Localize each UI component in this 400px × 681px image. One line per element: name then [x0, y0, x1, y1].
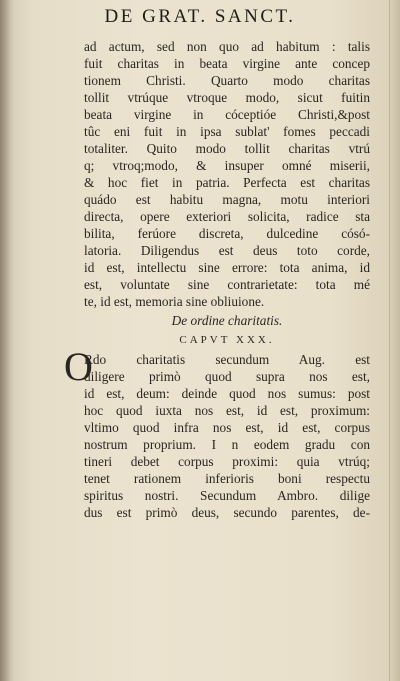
- body-line: totaliter. Quito modo tollit charitas vtrú: [84, 141, 370, 156]
- body-line: tûc eni fuit in ipsa sublat' fomes peccadi: [84, 124, 370, 139]
- running-head: DE GRAT. SANCT.: [104, 6, 296, 27]
- body-line: bilita, ferúore discreta, dulcedine cósó-: [84, 226, 370, 241]
- chapter-paragraph: [64, 344, 370, 521]
- body-line: id est, intellectu sine errore: tota anima, id: [84, 260, 370, 275]
- chapter-line: id est, deum: deinde quod nos sumus: post: [84, 386, 370, 401]
- body-line: & hoc fiet in patria. Perfecta est charitas: [84, 175, 370, 190]
- drop-cap: O: [64, 344, 93, 389]
- body-line: beata virgine in cóceptióe Christi,&post: [84, 107, 370, 122]
- chapter-line: tenet rationem inferioris boni respectu: [84, 471, 370, 486]
- body-line: est, voluntate sine contrarietate: tota mé: [84, 277, 370, 292]
- spine-shadow: [0, 0, 14, 681]
- chapter-line: nostrum proprium. I n eodem gradu con: [84, 437, 370, 452]
- text-block: [64, 38, 370, 521]
- body-line: q; vtroq;modo, & insuper omné miserii,: [84, 158, 370, 173]
- page-edge-rule: [389, 0, 390, 681]
- body-line: ad actum, sed non quo ad habitum : talis: [84, 39, 370, 54]
- body-line: latoria. Diligendus est deus toto corde,: [84, 243, 370, 258]
- chapter-line: spiritus nostri. Secundum Ambro. dilige: [84, 488, 370, 503]
- caput-heading: CAPVT XXX.: [179, 334, 275, 346]
- body-line: tionem Christi. Quarto modo charitas: [84, 73, 370, 88]
- chapter-line: vltimo quod infra nos est, id est, corpus: [84, 420, 370, 435]
- body-line: te, id est, memoria sine obliuione.: [84, 294, 265, 309]
- body-line: directa, opere exteriori solicita, radice sta: [84, 209, 370, 224]
- chapter-line: Rdo charitatis secundum Aug. est: [84, 352, 370, 367]
- body-line: tollit vtrúque vtroque modo, sicut fuitin: [84, 90, 370, 105]
- chapter-line: diligere primò quod supra nos est,: [84, 369, 370, 384]
- chapter-line: tineri debet corpus proximi: quia vtrúq;: [84, 454, 370, 469]
- body-line: quádo est habitu magna, motu interiori: [84, 192, 370, 207]
- section-title: De ordine charitatis.: [171, 313, 283, 328]
- body-line: fuit charitas in beata virgine ante concep: [84, 56, 370, 71]
- chapter-line: dus est primò deus, secundo parentes, de-: [84, 505, 370, 520]
- chapter-line: hoc quod iuxta nos est, id est, proximum:: [84, 403, 370, 418]
